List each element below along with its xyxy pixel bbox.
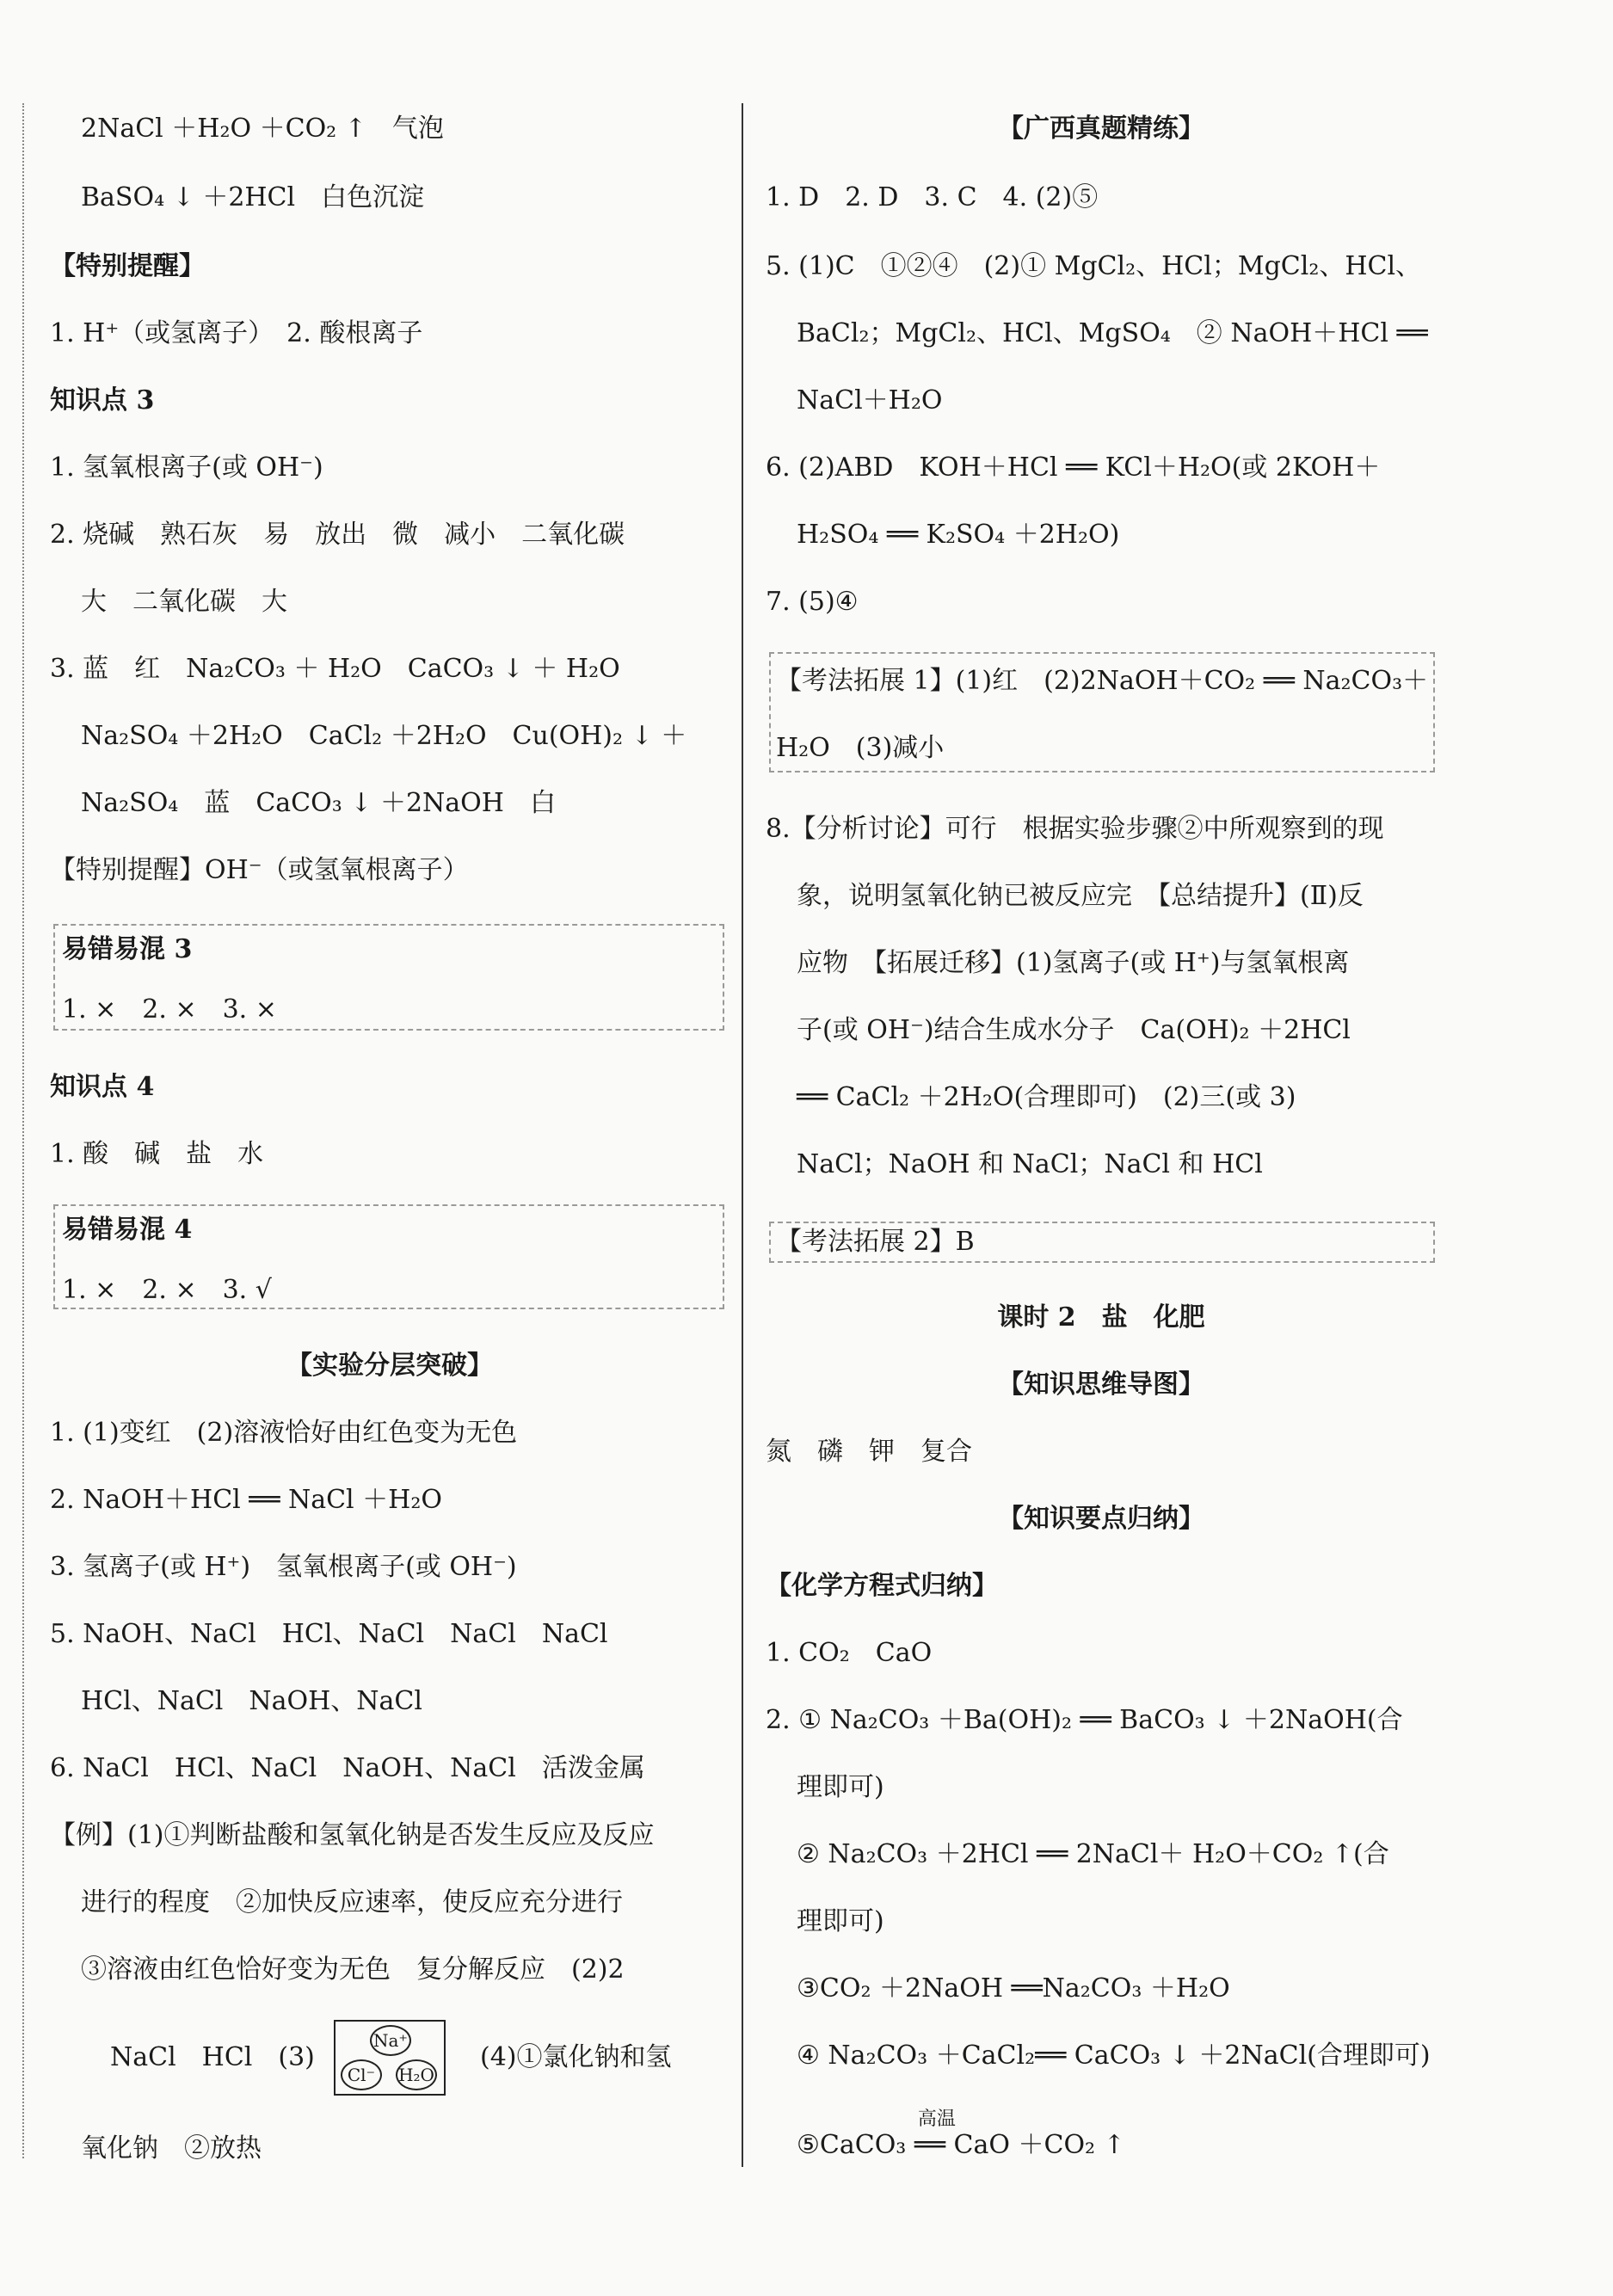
text-line: 1. D 2. D 3. C 4. (2)⑤ [766, 182, 1099, 212]
error-box-3 [53, 924, 724, 1031]
text-line: 子(或 OH⁻)结合生成水分子 Ca(OH)₂ ＋2HCl [797, 1015, 1351, 1045]
text-line: 【特别提醒】OH⁻（或氢氧根离子） [50, 855, 469, 885]
condition-arrow [914, 2108, 956, 2163]
text-line: 1. H⁺（或氢离子） 2. 酸根离子 [50, 318, 423, 348]
section-heading: 【知识思维导图】 [998, 1370, 1204, 1400]
chloride-ion-circle: Cl⁻ [341, 2059, 382, 2090]
text-line: 应物 【拓展迁移】(1)氢离子(或 H⁺)与氢氧根离 [797, 948, 1350, 978]
sodium-ion-circle: Na⁺ [370, 2025, 411, 2056]
section-heading: 知识点 3 [50, 385, 155, 415]
text-line: 大 二氧化碳 大 [81, 587, 287, 617]
text-line: HCl、NaCl NaOH、NaCl [81, 1686, 422, 1716]
lesson-title: 课时 2 盐 化肥 [997, 1302, 1205, 1333]
method-box-2 [769, 1222, 1435, 1263]
text-line: 2NaCl ＋H₂O ＋CO₂ ↑ 气泡 [81, 114, 444, 144]
text-line: 氮 磷 钾 复合 [766, 1437, 972, 1467]
box-body: 【考法拓展 2】B [776, 1227, 975, 1257]
equation-reactant: ⑤CaCO₃ [797, 2130, 914, 2160]
equation-product: CaO ＋CO₂ ↑ [945, 2130, 1125, 2160]
text-line: 6. (2)ABD KOH＋HCl ══ KCl＋H₂O(或 2KOH＋ [766, 452, 1381, 483]
text-line: BaSO₄ ↓ ＋2HCl 白色沉淀 [81, 182, 425, 212]
text-line: 2. NaOH＋HCl ══ NaCl ＋H₂O [50, 1485, 442, 1515]
text-line: Na₂SO₄ ＋2H₂O CaCl₂ ＋2H₂O Cu(OH)₂ ↓ ＋ [81, 721, 687, 751]
column-divider [742, 103, 743, 2167]
text-line: 1. 氢氧根离子(或 OH⁻) [50, 452, 323, 483]
box-body: 1. × 2. × 3. × [62, 994, 277, 1025]
text-line: 5. NaOH、NaCl HCl、NaCl NaCl NaCl [50, 1619, 608, 1649]
text-line: 2. 烧碱 熟石灰 易 放出 微 减小 二氧化碳 [50, 520, 625, 550]
text-line: 进行的程度 ②加快反应速率，使反应充分进行 [81, 1887, 623, 1917]
text-line: 氧化钠 ②放热 [81, 2133, 262, 2164]
box-body: 【考法拓展 1】(1)红 (2)2NaOH＋CO₂ ══ Na₂CO₃＋ [776, 666, 1429, 696]
ion-diagram [334, 2020, 446, 2096]
section-heading: 【知识要点归纳】 [998, 1504, 1204, 1534]
text-line: 1. CO₂ CaO [766, 1638, 933, 1668]
text-line: NaCl；NaOH 和 NaCl；NaCl 和 HCl [797, 1149, 1263, 1179]
box-title: 易错易混 4 [62, 1215, 193, 1245]
error-box-4 [53, 1204, 724, 1309]
text-line: BaCl₂；MgCl₂、HCl、MgSO₄ ② NaOH＋HCl ══ [797, 318, 1428, 348]
equals-sign: ══ [914, 2130, 945, 2160]
text-line: (4)①氯化钠和氢 [480, 2042, 672, 2072]
box-title: 易错易混 3 [62, 934, 193, 964]
text-line: 3. 氢离子(或 H⁺) 氢氧根离子(或 OH⁻) [50, 1552, 517, 1582]
text-line: ③CO₂ ＋2NaOH ══Na₂CO₃ ＋H₂O [797, 1973, 1230, 2004]
text-line [797, 2108, 1125, 2163]
box-body: H₂O (3)减小 [776, 733, 945, 763]
text-line: NaCl＋H₂O [797, 385, 943, 415]
text-line: 6. NaCl HCl、NaCl NaOH、NaCl 活泼金属 [50, 1753, 645, 1783]
text-line: ③溶液由红色恰好变为无色 复分解反应 (2)2 [81, 1954, 625, 1985]
text-line: ④ Na₂CO₃ ＋CaCl₂══ CaCO₃ ↓ ＋2NaCl(合理即可) [797, 2041, 1431, 2071]
condition-label: 高温 [917, 2108, 956, 2130]
method-box-1 [769, 652, 1435, 773]
text-line: NaCl HCl (3) [110, 2042, 315, 2072]
text-line: Na₂SO₄ 蓝 CaCO₃ ↓ ＋2NaOH 白 [81, 788, 556, 818]
box-body: 1. × 2. × 3. √ [62, 1275, 272, 1305]
section-heading: 知识点 4 [50, 1072, 155, 1102]
section-heading: 【实验分层突破】 [286, 1351, 493, 1381]
section-heading: 【化学方程式归纳】 [766, 1571, 998, 1601]
text-line: ══ CaCl₂ ＋2H₂O(合理即可) (2)三(或 3) [797, 1082, 1296, 1112]
text-line: 3. 蓝 红 Na₂CO₃ ＋ H₂O CaCO₃ ↓ ＋ H₂O [50, 654, 620, 684]
binding-margin-line [22, 103, 24, 2158]
text-line: 7. (5)④ [766, 587, 859, 617]
text-line: 象，说明氢氧化钠已被反应完 【总结提升】(Ⅱ)反 [797, 881, 1364, 911]
text-line: H₂SO₄ ══ K₂SO₄ ＋2H₂O) [797, 520, 1120, 550]
text-line: 1. (1)变红 (2)溶液恰好由红色变为无色 [50, 1418, 518, 1448]
water-molecule-circle: H₂O [396, 2059, 437, 2090]
section-heading: 【特别提醒】 [50, 251, 205, 281]
text-line: 理即可) [797, 1906, 884, 1936]
section-heading: 【广西真题精练】 [998, 114, 1204, 144]
text-line: 2. ① Na₂CO₃ ＋Ba(OH)₂ ══ BaCO₃ ↓ ＋2NaOH(合 [766, 1705, 1403, 1735]
text-line: 8.【分析讨论】可行 根据实验步骤②中所观察到的现 [766, 814, 1384, 844]
text-line: 理即可) [797, 1772, 884, 1802]
text-line: 【例】(1)①判断盐酸和氢氧化钠是否发生反应及反应 [50, 1820, 655, 1850]
text-line: 5. (1)C ①②④ (2)① MgCl₂、HCl；MgCl₂、HCl、 [766, 251, 1422, 281]
text-line: 1. 酸 碱 盐 水 [50, 1139, 264, 1169]
text-line: ② Na₂CO₃ ＋2HCl ══ 2NaCl＋ H₂O＋CO₂ ↑(合 [797, 1839, 1389, 1869]
